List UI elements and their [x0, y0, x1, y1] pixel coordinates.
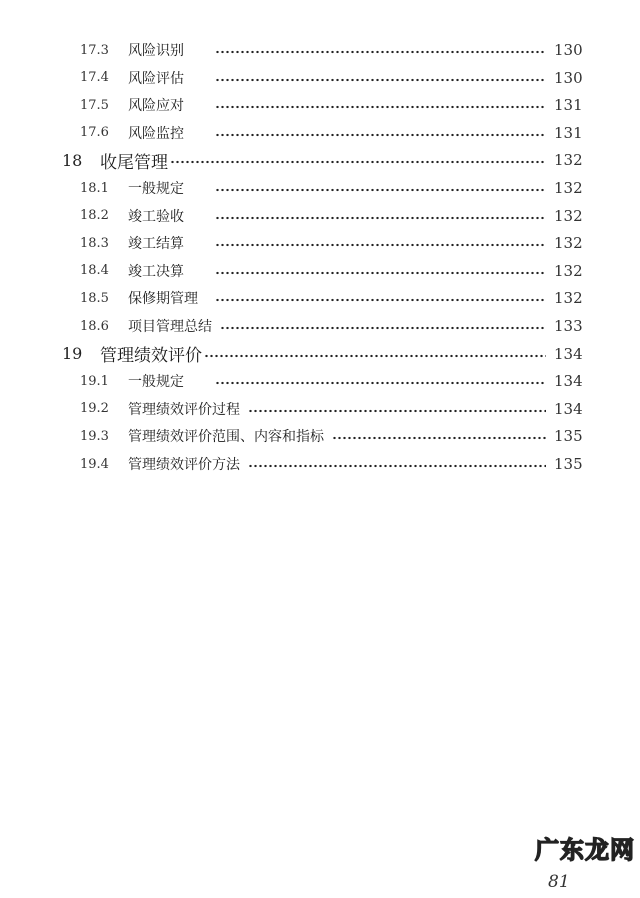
entry-title: 风险应对 [128, 98, 184, 115]
entry-number: 17.5 [80, 97, 109, 113]
toc-section-entry [0, 314, 640, 338]
entry-title: 收尾管理 [100, 152, 168, 173]
entry-page: 135 [554, 455, 583, 473]
entry-page: 133 [554, 317, 583, 335]
entry-number: 19 [62, 344, 83, 364]
entry-number: 19.4 [80, 456, 109, 472]
toc-chapter-entry [0, 148, 640, 172]
toc-section-entry [0, 204, 640, 228]
entry-title: 保修期管理 [128, 291, 198, 308]
entry-title: 管理绩效评价方法 [128, 457, 240, 473]
entry-number: 18.2 [80, 208, 109, 224]
entry-title: 管理绩效评价范围、内容和指标 [128, 429, 324, 446]
leader-dots [220, 326, 546, 330]
leader-dots [215, 216, 546, 220]
toc-section-entry [0, 286, 640, 310]
entry-number: 18.4 [80, 263, 109, 279]
leader-dots [215, 78, 546, 82]
toc-section-entry [0, 121, 640, 145]
entry-page: 132 [554, 151, 583, 170]
toc-section-entry [0, 452, 640, 476]
leader-dots [215, 271, 546, 275]
entry-title: 一般规定 [128, 181, 184, 197]
entry-number: 17.4 [80, 70, 109, 86]
entry-page: 132 [554, 179, 583, 197]
page-number: 81 [548, 872, 570, 892]
entry-number: 19.3 [80, 428, 109, 444]
entry-title: 管理绩效评价 [100, 346, 202, 367]
toc-chapter-entry [0, 342, 640, 366]
toc-section-entry [0, 424, 640, 448]
entry-page: 132 [554, 261, 583, 280]
entry-page: 134 [554, 399, 583, 418]
leader-dots [204, 354, 546, 358]
entry-page: 132 [554, 234, 583, 253]
toc-section-entry [0, 397, 640, 421]
leader-dots [248, 409, 546, 413]
entry-page: 132 [554, 289, 583, 308]
entry-number: 19.2 [80, 401, 109, 417]
entry-page: 134 [554, 372, 583, 391]
entry-page: 134 [554, 344, 583, 363]
leader-dots [215, 188, 546, 192]
entry-page: 132 [554, 206, 583, 225]
entry-number: 18.3 [80, 235, 109, 251]
entry-number: 19.1 [80, 373, 109, 389]
entry-title: 竣工结算 [128, 236, 184, 253]
entry-page: 135 [554, 427, 583, 446]
leader-dots [170, 160, 546, 164]
leader-dots [332, 436, 546, 440]
leader-dots [215, 243, 546, 247]
toc-section-entry [0, 93, 640, 117]
entry-number: 18.6 [80, 318, 109, 334]
entry-page: 130 [554, 41, 583, 59]
leader-dots [215, 298, 546, 302]
entry-number: 17.3 [80, 42, 109, 58]
entry-title: 管理绩效评价过程 [128, 401, 240, 418]
entry-page: 130 [554, 68, 583, 87]
entry-title: 风险监控 [128, 125, 184, 142]
toc-section-entry [0, 66, 640, 90]
leader-dots [248, 464, 546, 468]
entry-title: 竣工决算 [128, 263, 184, 280]
entry-number: 17.6 [80, 125, 109, 141]
watermark-logo: 广东龙网 [535, 836, 635, 864]
toc-section-entry [0, 369, 640, 393]
entry-number: 18.5 [80, 290, 109, 306]
leader-dots [215, 105, 546, 109]
entry-number: 18 [62, 150, 83, 170]
entry-number: 18.1 [80, 180, 109, 196]
toc-section-entry [0, 176, 640, 200]
entry-title: 项目管理总结 [128, 319, 212, 335]
entry-title: 一般规定 [128, 374, 184, 391]
entry-page: 131 [554, 96, 583, 115]
entry-title: 风险识别 [128, 43, 184, 59]
toc-section-entry [0, 231, 640, 255]
entry-title: 竣工验收 [128, 208, 184, 225]
leader-dots [215, 50, 546, 54]
entry-title: 风险评估 [128, 70, 184, 87]
toc-section-entry [0, 259, 640, 283]
leader-dots [215, 133, 546, 137]
leader-dots [215, 381, 546, 385]
entry-page: 131 [554, 123, 583, 142]
toc-section-entry [0, 38, 640, 62]
